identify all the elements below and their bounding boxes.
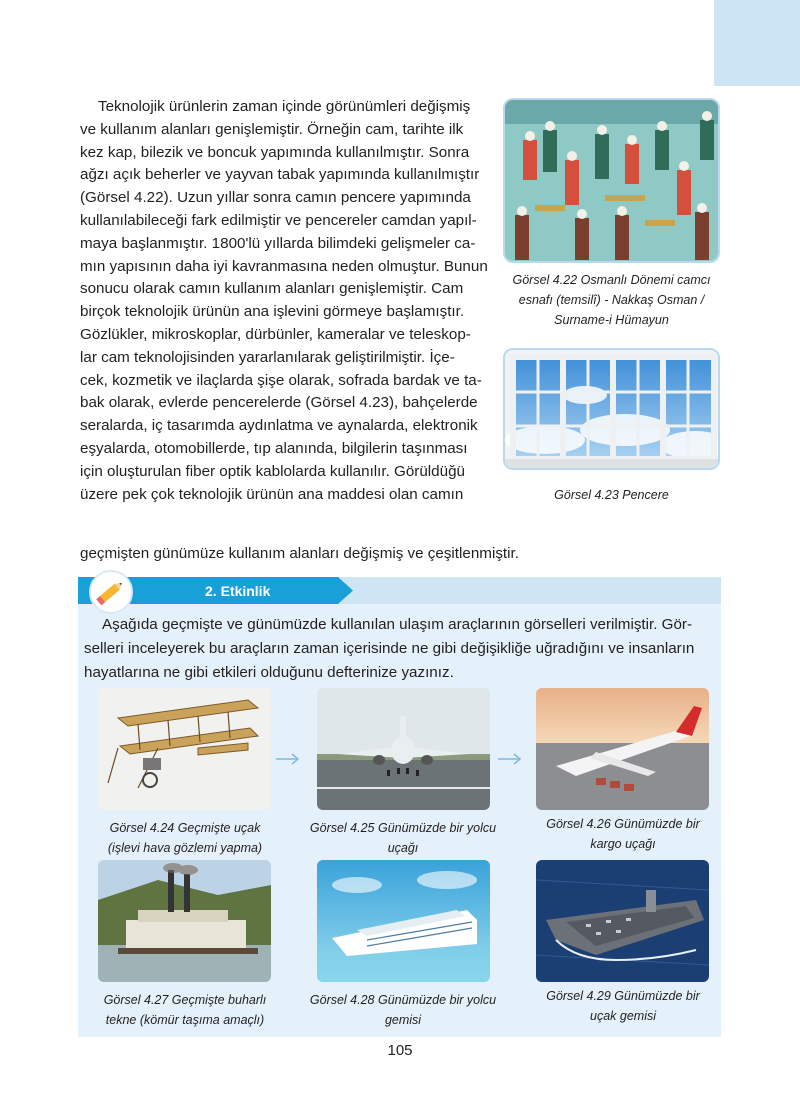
paragraph-line: kullanılabileceği fark edilmiştir ve pencereler camdan yapıl- bbox=[80, 211, 477, 229]
caption-line: gemisi bbox=[384, 1013, 422, 1027]
activity-line: hayatlarına ne gibi etkileri olduğunu defterinize yazınız. bbox=[84, 664, 454, 681]
paragraph-line: lar cam teknolojisinden yararlanılarak geliştirilmiştir. İçe- bbox=[80, 348, 455, 366]
pencil-icon bbox=[91, 572, 131, 612]
caption-4-23: Görsel 4.23 Pencere bbox=[554, 488, 669, 502]
paragraph-line: eşyalarda, otomobillerde, tıp alanında, bilgilerin taşınması bbox=[80, 439, 468, 457]
caption-4-24 bbox=[92, 818, 278, 858]
paragraph-line: üzere pek çok teknolojik ürünün ana maddesi olan camın bbox=[80, 485, 464, 503]
paragraph-line: bak olarak, evlerde pencerelerde (Görsel 4.23), bahçelerde bbox=[80, 394, 478, 412]
caption-line: Görsel 4.25 Günümüzde bir yolcu bbox=[309, 821, 497, 835]
paragraph-line: kez kap, bilezik ve boncuk yapımında kullanılmıştır. Sonra bbox=[80, 143, 470, 161]
paragraph-line: ağzı açık beherler ve yayvan tabak yapımında kullanılmıştır bbox=[80, 166, 480, 184]
aircraft-carrier-image bbox=[536, 860, 709, 982]
caption-4-27 bbox=[92, 990, 278, 1030]
paragraph-line: seralarda, iç tasarımda aydınlatma ve aynalarda, elektronik bbox=[80, 417, 478, 435]
corner-tab bbox=[714, 0, 800, 86]
arrow-right-icon bbox=[275, 752, 301, 766]
caption-line: esnafı (temsilî) - Nakkaş Osman / bbox=[518, 293, 705, 307]
activity-line: Aşağıda geçmişte ve günümüzde kullanılan ulaşım araçlarının görselleri verilmiştir. Gör- bbox=[102, 616, 693, 633]
activity-line: selleri inceleyerek bu araçların zaman içerisinde ne gibi değişikliğe uğradığını ve insanların bbox=[84, 640, 695, 657]
steam-boat-image bbox=[98, 860, 271, 982]
caption-line: Surname-i Hümayun bbox=[554, 313, 669, 327]
arrow-right-icon bbox=[497, 752, 523, 766]
paragraph-line: sonucu olarak camın kullanım alanları genişlemiştir. Cam bbox=[80, 280, 464, 298]
ottoman-glassmaker-miniature bbox=[503, 98, 720, 263]
caption-line: Görsel 4.24 Geçmişte uçak bbox=[109, 821, 261, 835]
early-airplane-image bbox=[98, 688, 271, 810]
caption-line: uçak gemisi bbox=[590, 1009, 656, 1023]
caption-line: kargo uçağı bbox=[590, 837, 656, 851]
caption-line: tekne (kömür taşıma amaçlı) bbox=[105, 1013, 265, 1027]
paragraph-line: cek, kozmetik ve ilaçlarda şişe olarak, sofrada bardak ve ta- bbox=[80, 371, 482, 389]
main-paragraph bbox=[80, 96, 540, 506]
paragraph-line: birçok teknolojik ürünün ana işlevini görmeye başlamıştır. bbox=[80, 303, 465, 321]
caption-4-28 bbox=[303, 990, 503, 1030]
paragraph-line: için oluşturulan fiber optik kablolarda kullanılır. Görüldüğü bbox=[80, 462, 465, 480]
paragraph-line: Gözlükler, mikroskoplar, dürbünler, kameralar ve teleskop- bbox=[80, 325, 471, 343]
caption-line: (işlevi hava gözlemi yapma) bbox=[107, 841, 263, 855]
caption-4-22 bbox=[503, 270, 720, 330]
paragraph-line: Teknolojik ürünlerin zaman içinde görünümleri değişmiş bbox=[98, 98, 471, 115]
pencil-badge bbox=[89, 570, 133, 614]
cruise-ship-image bbox=[317, 860, 490, 982]
activity-instructions bbox=[84, 613, 712, 685]
caption-4-25 bbox=[303, 818, 503, 858]
paragraph-line: ve kullanım alanları genişlemiştir. Örneğin cam, tarihte ilk bbox=[80, 120, 464, 138]
window-image bbox=[503, 348, 720, 470]
activity-title: 2. Etkinlik bbox=[205, 583, 271, 599]
caption-4-29 bbox=[530, 986, 716, 1026]
paragraph-last-line: geçmişten günümüze kullanım alanları değişmiş ve çeşitlenmiştir. bbox=[80, 545, 519, 562]
passenger-airplane-image bbox=[317, 688, 490, 810]
paragraph-line: maya başlanmıştır. 1800'lü yıllarda bilimdeki gelişmeler ca- bbox=[80, 234, 476, 252]
caption-line: Görsel 4.22 Osmanlı Dönemi camcı bbox=[512, 273, 711, 287]
caption-line: Görsel 4.27 Geçmişte buharlı bbox=[103, 993, 267, 1007]
caption-line: Görsel 4.28 Günümüzde bir yolcu bbox=[309, 993, 497, 1007]
page-number: 105 bbox=[387, 1042, 413, 1059]
caption-line: Görsel 4.29 Günümüzde bir bbox=[546, 989, 700, 1003]
caption-4-26 bbox=[530, 814, 716, 854]
paragraph-line: mın yapısının daha iyi kavranmasına neden olmuştur. Bunun bbox=[80, 257, 488, 275]
caption-line: uçağı bbox=[387, 841, 419, 855]
caption-line: Görsel 4.26 Günümüzde bir bbox=[546, 817, 700, 831]
paragraph-line: (Görsel 4.22). Uzun yıllar sonra camın pencere yapımında bbox=[80, 189, 471, 207]
cargo-airplane-image bbox=[536, 688, 709, 810]
